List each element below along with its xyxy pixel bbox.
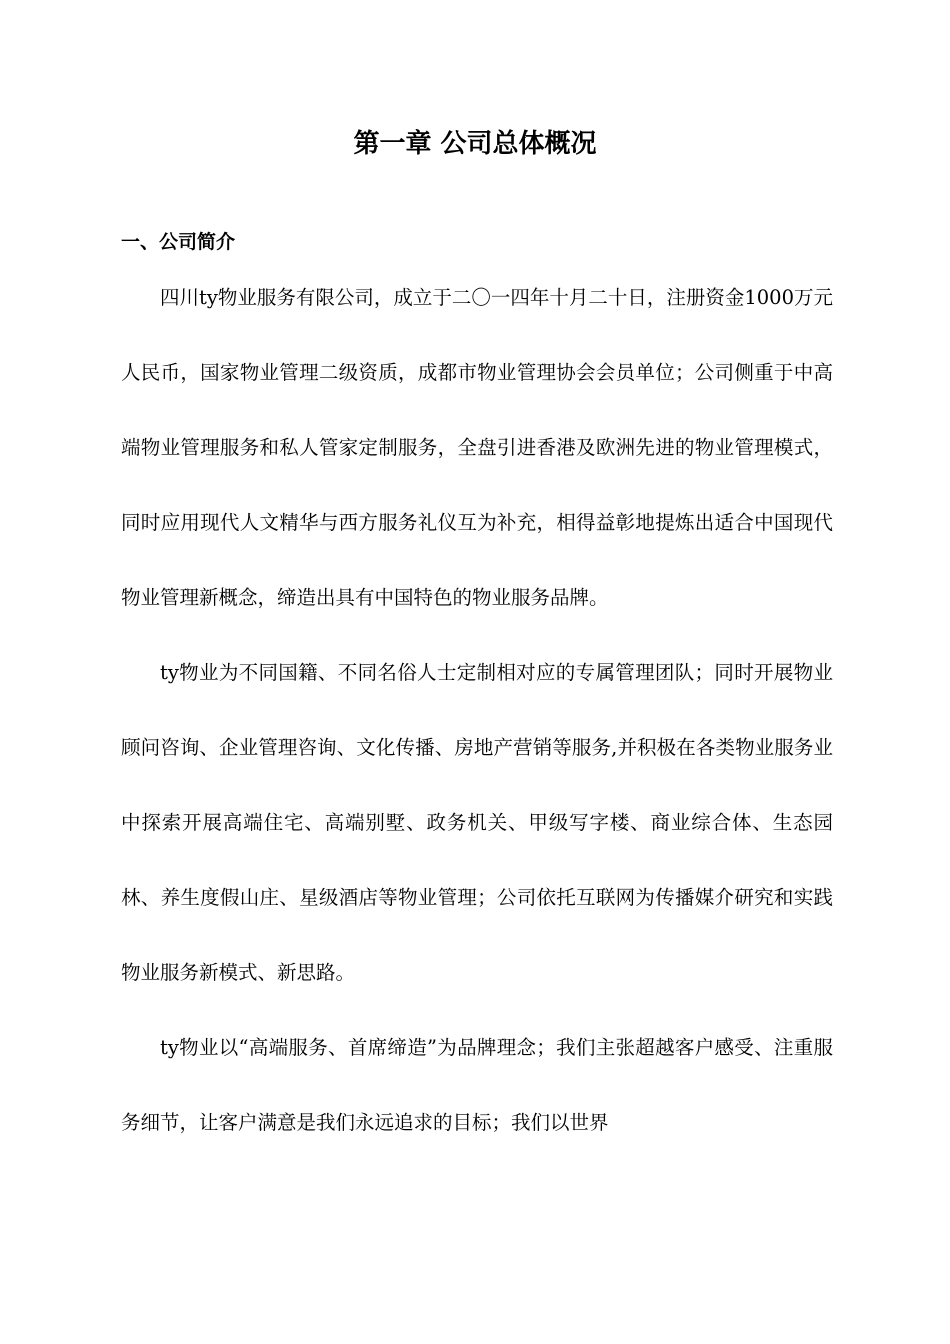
- section-heading: 一、公司简介: [121, 231, 236, 253]
- paragraph-intro: 四川ty物业服务有限公司，成立于二〇一四年十月二十日，注册资金1000万元人民币，国家物业管理二级资质，成都市物业管理协会会员单位；公司侧重于中高端物业管理服务和私人管家定制服务，全盘引进香港及欧洲先进的物业管理模式，同时应用现代人文精华与西方服务礼仪互为补充，相得益彰地提炼出适合中国现代物业管理新概念，缔造出具有中国特色的物业服务品牌。: [121, 286, 833, 609]
- section-body: [121, 260, 833, 1160]
- paragraph-brand: ty物业以“高端服务、首席缔造”为品牌理念；我们主张超越客户感受、注重服务细节，让客户满意是我们永远追求的目标；我们以世界: [121, 1036, 833, 1134]
- paragraph-services: ty物业为不同国籍、不同名俗人士定制相对应的专属管理团队；同时开展物业顾问咨询、企业管理咨询、文化传播、房地产营销等服务,并积极在各类物业服务业中探索开展高端住宅、高端别墅、政务机关、甲级写字楼、商业综合体、生态园林、养生度假山庄、星级酒店等物业管理；公司依托互联网为传播媒介研究和实践物业服务新模式、新思路。: [121, 661, 833, 984]
- chapter-title: 第一章 公司总体概况: [353, 129, 597, 159]
